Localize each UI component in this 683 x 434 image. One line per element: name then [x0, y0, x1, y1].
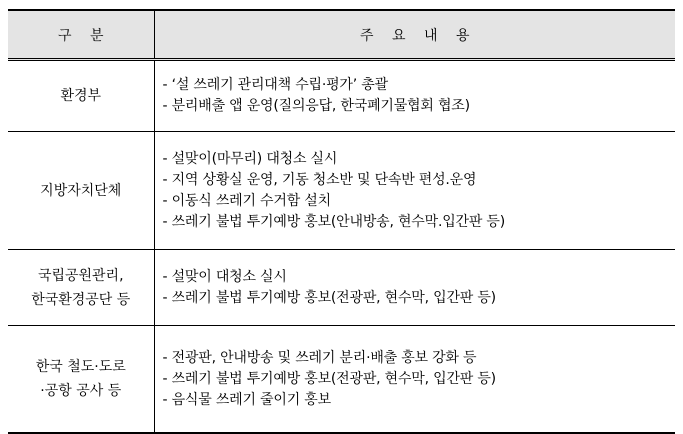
- header-content-cell: [154, 10, 675, 60]
- category-label: 지방자치단체: [40, 182, 122, 199]
- list-item: - 음식물 쓰레기 줄이기 홍보: [162, 391, 331, 408]
- list-item: - 이동식 쓰레기 수거함 설치: [162, 192, 331, 209]
- list-item: - 설맞이(마무리) 대청소 실시: [162, 150, 338, 167]
- category-cell: [8, 132, 154, 250]
- table-row: [8, 250, 675, 326]
- category-label-line: 한국환경공단 등: [31, 291, 131, 308]
- list-item: - 전광판, 안내방송 및 쓰레기 분리·배출 홍보 강화 등: [162, 349, 477, 366]
- header-row: [8, 10, 675, 60]
- header-category-cell: [8, 10, 154, 60]
- list-item: - 쓰레기 불법 투기예방 홍보(전광판, 현수막, 입간판 등): [162, 289, 496, 306]
- responsibility-table: [8, 9, 675, 434]
- table-row: [8, 60, 675, 132]
- list-item: - 쓰레기 불법 투기예방 홍보(안내방송, 현수막.입간판 등): [162, 213, 506, 230]
- items-cell: [154, 60, 675, 132]
- table-body: [8, 60, 675, 434]
- list-item: - 분리배출 앱 운영(질의응답, 한국폐기물협회 협조): [162, 98, 470, 114]
- items-cell: [154, 326, 675, 434]
- list-item: - ‘설 쓰레기 관리대책 수립·평가’ 총괄: [162, 77, 388, 93]
- table-row: [8, 132, 675, 250]
- table-row: [8, 326, 675, 434]
- category-label-line: 국립공원관리,: [37, 267, 124, 284]
- category-cell: [8, 60, 154, 132]
- category-label-line: ·공항 공사 등: [40, 383, 122, 399]
- list-item: - 설맞이 대청소 실시: [162, 268, 287, 285]
- list-item: - 지역 상황실 운영, 기동 청소반 및 단속반 편성.운영: [162, 171, 477, 188]
- header-category-label: 구 분: [58, 27, 104, 44]
- items-cell: [154, 250, 675, 326]
- list-item: - 쓰레기 불법 투기예방 홍보(전광판, 현수막, 입간판 등): [162, 370, 496, 387]
- items-cell: [154, 132, 675, 250]
- category-label: 환경부: [60, 88, 102, 104]
- category-cell: [8, 326, 154, 434]
- category-label-line: 한국 철도·도로: [35, 359, 126, 375]
- header-content-label: 주 요 내 용: [360, 27, 470, 44]
- table-header: [8, 10, 675, 60]
- category-cell: [8, 250, 154, 326]
